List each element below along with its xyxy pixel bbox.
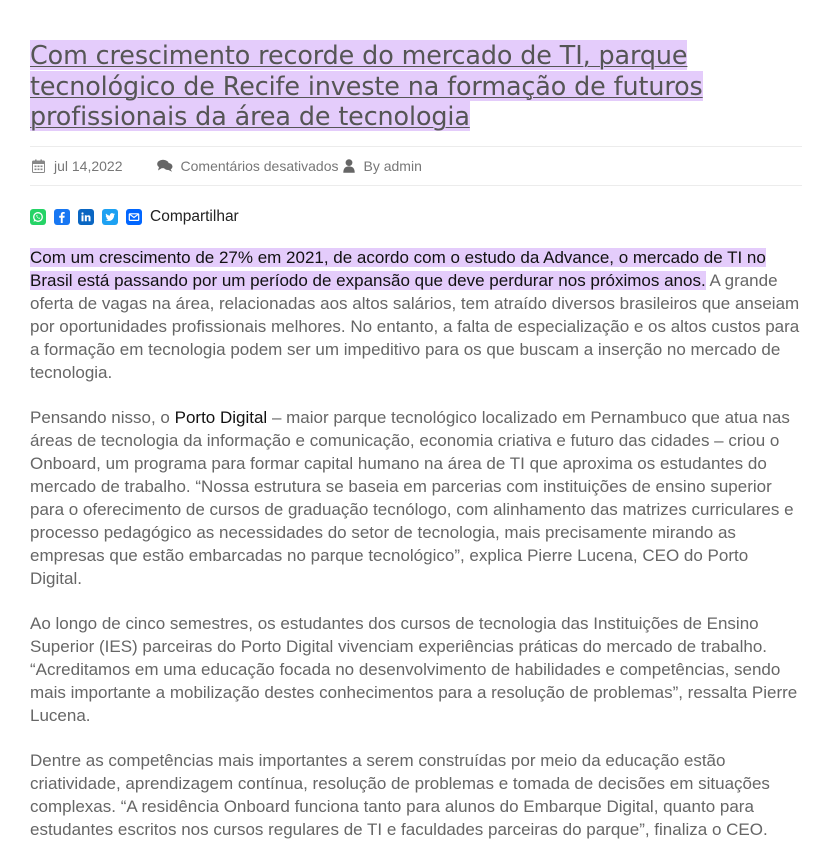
twitter-share-button[interactable] — [102, 209, 118, 225]
share-label[interactable]: Compartilhar — [150, 207, 239, 225]
paragraph-1 — [30, 246, 802, 384]
paragraph-1-rest: A grande oferta de vagas na área, relacionadas aos altos salários, tem atraído diversos brasileiros que anseiam por oportunidades profissionais melhores. No entanto, a falta de especialização e os altos custos para a formação em tecnologia podem ser um impeditivo para os que buscam a inserção no mercado de tecnologia. — [30, 270, 800, 382]
twitter-icon — [104, 211, 116, 223]
post-date-text: jul 14,2022 — [54, 157, 123, 174]
paragraph-3: Ao longo de cinco semestres, os estudantes dos cursos de tecnologia das Instituições de Ensino Superior (IES) parceiras do Porto Digital vivenciam experiências práticas do mercado de trabalho. “Acreditamos em uma educação focada no desenvolvimento de habilidades e competências, sendo mais importante a mobilização destes conhecimentos para a resolução de problemas”, ressalta Pierre Lucena. — [30, 613, 798, 725]
paragraph-2-before: Pensando nisso, o — [30, 407, 175, 427]
envelope-icon — [128, 211, 140, 223]
porto-digital-link[interactable]: Porto Digital — [174, 407, 268, 427]
comments-icon — [157, 159, 181, 172]
email-share-button[interactable] — [126, 209, 142, 225]
article — [30, 40, 802, 863]
user-icon — [343, 159, 364, 173]
article-title-link[interactable] — [30, 40, 703, 131]
linkedin-share-button[interactable] — [78, 209, 94, 225]
paragraph-4: Dentre as competências mais importantes a serem construídas por meio da educação estão criatividade, aprendizagem contínua, resolução de problemas e tomada de decisões em situações complexas. “A residência Onboard funciona tanto para alunos do Embarque Digital, quanto para estudantes escritos nos cursos regulares de TI e faculdades parceiras do parque”, finaliza o CEO. — [30, 750, 770, 839]
share-bar — [30, 208, 802, 226]
post-author — [343, 158, 422, 174]
article-body — [30, 246, 802, 841]
calendar-icon — [32, 159, 54, 173]
whatsapp-icon — [32, 211, 44, 223]
highlighted-lead: Com um crescimento de 27% em 2021, de acordo com o estudo da Advance, o mercado de TI no Brasil está passando por um período de expansão que deve perdurar nos próximos anos. — [30, 247, 766, 290]
linkedin-icon — [80, 211, 92, 223]
article-title — [30, 40, 802, 132]
post-date — [32, 158, 123, 174]
paragraph-2 — [30, 406, 802, 590]
paragraph-2-after: – maior parque tecnológico localizado em Pernambuco que atua nas áreas de tecnologia da informação e comunicação, economia criativa e futuro das cidades – criou o Onboard, um programa para formar capital humano na área de TI que aproxima os estudantes do mercado de trabalho. “Nossa estrutura se baseia em parcerias com instituições de ensino superior para o oferecimento de cursos de graduação tecnólogo, com alinhamento das matrizes curriculares e processo pedagógico as necessidades do setor de tecnologia, mais precisamente mirando as empresas que estão embarcadas no parque tecnológico”, explica Pierre Lucena, CEO do Porto Digital. — [30, 407, 794, 588]
facebook-share-button[interactable] — [54, 209, 70, 225]
post-comments-text: Comentários desativados — [180, 157, 339, 174]
facebook-icon — [56, 211, 68, 223]
article-title-text: Com crescimento recorde do mercado de TI, parque tecnológico de Recife investe na formação de futuros profissionais da área de tecnologia — [30, 40, 703, 131]
post-meta — [30, 146, 802, 186]
whatsapp-share-button[interactable] — [30, 209, 46, 225]
post-comments — [157, 158, 339, 174]
post-author-text: By admin — [363, 157, 422, 174]
